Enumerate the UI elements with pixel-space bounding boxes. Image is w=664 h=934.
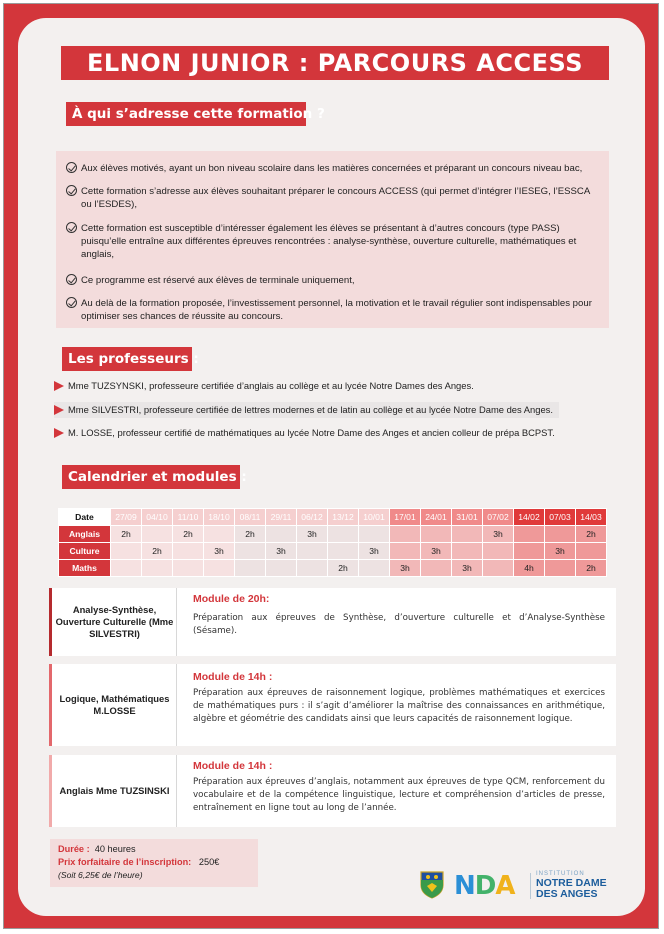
module-description: Préparation aux épreuves de raisonnement logique, problèmes mathématiques et exercices de mathématiques purs : il s’agit d’améliorer la maîtrise des connaissances en arithmétique, algèbre et géométrie des candidats ainsi que leurs capacités de raisonnement logique. — [193, 688, 605, 724]
date-header: Date — [59, 509, 111, 526]
module-card — [49, 664, 616, 746]
professor-item: Mme TUZSYNSKI, professeure certifiée d’anglais au collège et au lycée Notre Dames des Anges. — [54, 378, 480, 394]
calendar-row-culture — [59, 543, 607, 560]
module-card — [49, 588, 616, 656]
row-label: Maths — [59, 560, 111, 577]
hours-cell — [452, 526, 483, 543]
date-cell: 11/10 — [173, 509, 204, 526]
audience-item: Cette formation s’adresse aux élèves souhaitant préparer le concours ACCESS (qui permet d’intégrer l’IESEG, l’ESSCA ou l’ESDES), — [66, 185, 601, 211]
module-card — [49, 755, 616, 827]
hours-cell: 2h — [576, 560, 607, 577]
price-line — [58, 856, 250, 869]
audience-item: Aux élèves motivés, ayant un bon niveau scolaire dans les matières concernées et préparant un concours niveau bac, — [66, 162, 601, 175]
calendar-row-maths — [59, 560, 607, 577]
date-cell: 18/10 — [204, 509, 235, 526]
module-description: Préparation aux épreuves d’anglais, notamment aux épreuves de type QCM, renforcement du vocabulaire et de la compétence linguistique, lecture et compréhension d’articles de presse, entraînement en ligne tout au long de l’année. — [193, 777, 605, 813]
hours-cell — [173, 543, 204, 560]
audience-box — [56, 151, 609, 328]
module-subject: Anglais Mme TUZSINSKI — [53, 755, 177, 827]
arrow-right-icon — [54, 381, 64, 391]
hours-cell — [545, 526, 576, 543]
calendar-row-anglais — [59, 526, 607, 543]
hours-cell — [359, 560, 390, 577]
audience-item: Ce programme est réservé aux élèves de terminale uniquement, — [66, 274, 601, 287]
date-cell: 07/03 — [545, 509, 576, 526]
hours-cell: 3h — [390, 560, 421, 577]
page-frame — [3, 3, 659, 929]
date-cell: 31/01 — [452, 509, 483, 526]
check-circle-icon — [66, 222, 77, 233]
check-circle-icon — [66, 162, 77, 173]
hours-cell — [142, 560, 173, 577]
hours-cell — [204, 526, 235, 543]
date-cell: 29/11 — [266, 509, 297, 526]
module-color-bar — [49, 664, 52, 746]
date-cell: 07/02 — [483, 509, 514, 526]
hours-cell — [390, 543, 421, 560]
duration-label: Durée : — [58, 844, 90, 854]
date-cell: 04/10 — [142, 509, 173, 526]
hours-cell — [297, 543, 328, 560]
hours-cell: 3h — [266, 543, 297, 560]
school-name: NOTRE DAME DES ANGES — [536, 877, 607, 900]
date-cell: 24/01 — [421, 509, 452, 526]
module-color-bar — [49, 588, 52, 656]
duration-value: 40 heures — [94, 844, 136, 854]
calendar-header-row — [59, 509, 607, 526]
hours-cell: 2h — [328, 560, 359, 577]
hours-cell — [545, 560, 576, 577]
date-cell: 17/01 — [390, 509, 421, 526]
logo-divider — [530, 873, 531, 899]
module-color-bar — [49, 755, 52, 827]
hours-cell: 2h — [142, 543, 173, 560]
hours-cell — [359, 526, 390, 543]
date-cell: 14/03 — [576, 509, 607, 526]
module-title: Module de 20h: — [193, 593, 270, 605]
calendar-table — [58, 508, 607, 577]
module-subject: Logique, Mathématiques M.LOSSE — [53, 664, 177, 746]
hours-cell — [266, 560, 297, 577]
hours-cell — [452, 543, 483, 560]
hours-cell: 2h — [111, 526, 142, 543]
hours-cell — [390, 526, 421, 543]
flyer-card — [18, 18, 645, 916]
row-label: Anglais — [59, 526, 111, 543]
hours-cell — [111, 560, 142, 577]
hours-cell: 3h — [204, 543, 235, 560]
nda-wordmark: NDA — [454, 871, 515, 901]
hours-cell: 3h — [421, 543, 452, 560]
price-value: 250€ — [198, 857, 220, 867]
hours-cell: 3h — [483, 526, 514, 543]
calendar-heading: Calendrier et modules : — [62, 465, 240, 489]
check-circle-icon — [66, 297, 77, 308]
hours-cell — [173, 560, 204, 577]
institution-label: INSTITUTION — [536, 871, 585, 877]
hours-cell: 3h — [545, 543, 576, 560]
hours-cell — [328, 543, 359, 560]
date-cell: 10/01 — [359, 509, 390, 526]
hours-cell — [297, 560, 328, 577]
arrow-right-icon — [54, 405, 64, 415]
hours-cell — [111, 543, 142, 560]
hours-cell — [235, 560, 266, 577]
hours-cell — [421, 560, 452, 577]
check-circle-icon — [66, 274, 77, 285]
hours-cell: 2h — [576, 526, 607, 543]
hours-cell: 3h — [359, 543, 390, 560]
module-description: Préparation aux épreuves de Synthèse, d’ouverture culturelle et d’Analyse-Synthèse (Sésame). — [193, 613, 605, 636]
institution-logo — [420, 871, 620, 903]
hours-cell — [514, 526, 545, 543]
duration-line — [58, 843, 250, 856]
page-title: ELNON JUNIOR : PARCOURS ACCESS — [61, 46, 609, 80]
check-circle-icon — [66, 185, 77, 196]
hours-cell — [483, 543, 514, 560]
pricing-box — [50, 839, 258, 887]
audience-heading: À qui s’adresse cette formation ? — [66, 102, 306, 126]
date-cell: 06/12 — [297, 509, 328, 526]
hours-cell: 2h — [235, 526, 266, 543]
module-title: Module de 14h : — [193, 760, 273, 772]
date-cell: 08/11 — [235, 509, 266, 526]
arrow-right-icon — [54, 428, 64, 438]
row-label: Culture — [59, 543, 111, 560]
hours-cell — [483, 560, 514, 577]
date-cell: 13/12 — [328, 509, 359, 526]
hours-cell — [328, 526, 359, 543]
hours-cell — [421, 526, 452, 543]
hours-cell — [266, 526, 297, 543]
hours-cell: 3h — [452, 560, 483, 577]
professors-heading: Les professeurs : — [62, 347, 192, 371]
module-title: Module de 14h : — [193, 671, 273, 683]
hours-cell — [514, 543, 545, 560]
price-label: Prix forfaitaire de l’inscription: — [58, 857, 192, 867]
hours-cell — [142, 526, 173, 543]
audience-item: Cette formation est susceptible d’intéresser également les élèves se présentant à d’autres concours (type PASS) puisqu’elle entraîne aux différentes épreuves rencontrées : analyse-synthèse, ouverture culturelle, mathématiques et anglais, — [66, 222, 601, 261]
hours-cell — [204, 560, 235, 577]
date-cell: 27/09 — [111, 509, 142, 526]
coat-of-arms-icon — [420, 871, 444, 899]
module-subject: Analyse-Synthèse, Ouverture Culturelle (Mme SILVESTRI) — [53, 588, 177, 656]
hours-cell: 3h — [297, 526, 328, 543]
hours-cell: 2h — [173, 526, 204, 543]
audience-item: Au delà de la formation proposée, l’investissement personnel, la motivation et le travail régulier sont indispensables pour optimiser ses chances de réussite au concours. — [66, 297, 601, 323]
hours-cell — [235, 543, 266, 560]
date-cell: 14/02 — [514, 509, 545, 526]
professor-item: M. LOSSE, professeur certifié de mathématiques au lycée Notre Dame des Anges et ancien colleur de prépa BCPST. — [54, 425, 561, 441]
professor-item: Mme SILVESTRI, professeure certifiée de lettres modernes et de latin au collège et au lycée Notre Dame des Anges. — [54, 402, 559, 418]
hours-cell: 4h — [514, 560, 545, 577]
hours-cell — [576, 543, 607, 560]
price-note: (Soit 6,25€ de l’heure) — [58, 870, 143, 880]
